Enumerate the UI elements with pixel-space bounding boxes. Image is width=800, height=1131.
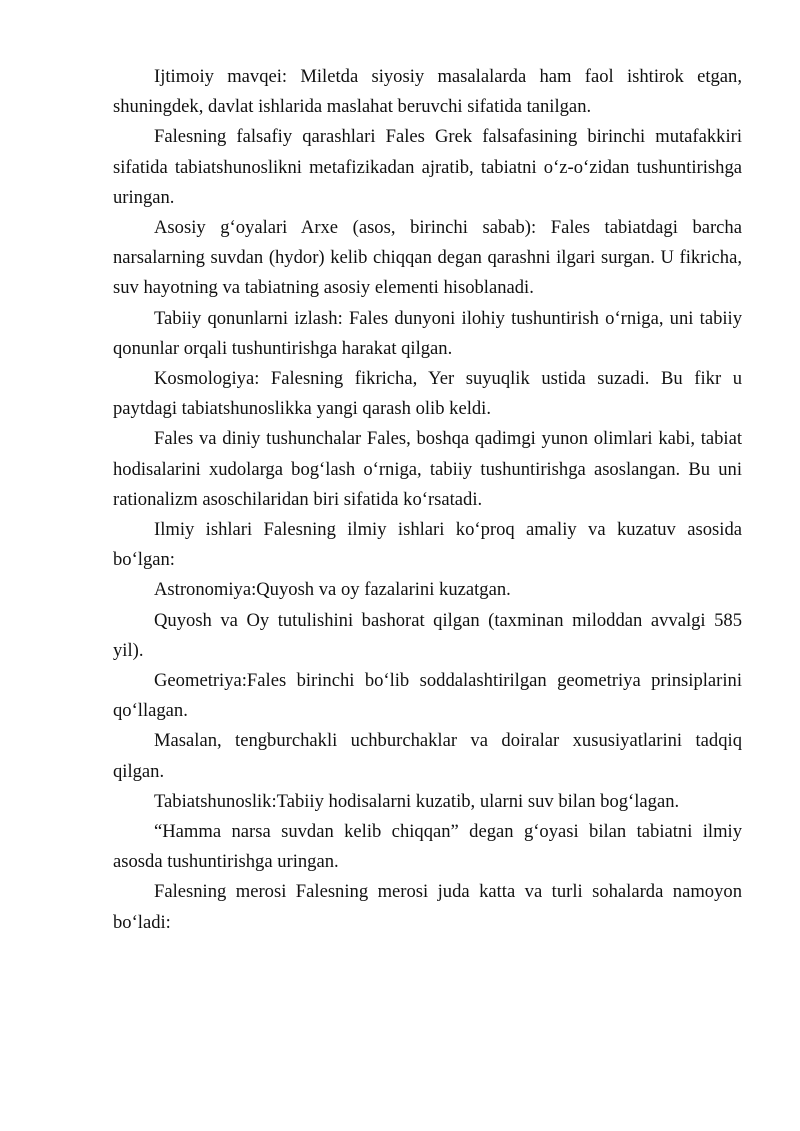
paragraph-eclipse: Quyosh va Oy tutulishini bashorat qilgan (taxminan miloddan avvalgi 585 yil).: [113, 609, 742, 661]
paragraph-scientific-works: Ilmiy ishlari Falesning ilmiy ishlari ko‘proq amaliy va kuzatuv asosida bo‘lgan:: [113, 519, 742, 571]
paragraph-cosmology: Kosmologiya: Falesning fikricha, Yer suyuqlik ustida suzadi. Bu fikr u paytdagi tabiatshunoslikka yangi qarash olib keldi.: [113, 368, 742, 420]
paragraph-geometry: Geometriya:Fales birinchi bo‘lib soddalashtirilgan geometriya prinsiplarini qo‘llagan.: [113, 670, 742, 722]
paragraph-legacy: Falesning merosi Falesning merosi juda katta va turli sohalarda namoyon bo‘ladi:: [113, 881, 742, 933]
paragraph-natural-laws: Tabiiy qonunlarni izlash: Fales dunyoni ilohiy tushuntirish o‘rniga, uni tabiiy qonunlar orqali tushuntirishga harakat qilgan.: [113, 307, 742, 359]
paragraph-geometry-example: Masalan, tengburchakli uchburchaklar va doiralar xususiyatlarini tadqiq qilgan.: [113, 730, 742, 782]
paragraph-religious-concepts: Fales va diniy tushunchalar Fales, boshqa qadimgi yunon olimlari kabi, tabiat hodisalarini xudolarga bog‘lash o‘rniga, tabiiy tushuntirishga asoslangan. Bu uni rationalizm asoschilaridan biri sifatida ko‘rsatadi.: [113, 428, 742, 510]
paragraph-philosophical-views: Falesning falsafiy qarashlari Fales Grek falsafasining birinchi mutafakkiri sifatida tabiatshunoslikni metafizikadan ajratib, tabiatni o‘z-o‘zidan tushuntirishga uringan.: [113, 126, 742, 208]
body-text: [113, 62, 742, 938]
paragraph-water-idea: “Hamma narsa suvdan kelib chiqqan” degan g‘oyasi bilan tabiatni ilmiy asosda tushuntirishga uringan.: [113, 821, 742, 873]
paragraph-social-position: Ijtimoiy mavqei: Miletda siyosiy masalalarda ham faol ishtirok etgan, shuningdek, davlat ishlarida maslahat beruvchi sifatida tanilgan.: [113, 66, 742, 118]
paragraph-main-ideas: Asosiy g‘oyalari Arxe (asos, birinchi sabab): Fales tabiatdagi barcha narsalarning suvdan (hydor) kelib chiqqan degan qarashni ilgari surgan. U fikricha, suv hayotning va tabiatning asosiy elementi hisoblanadi.: [113, 217, 742, 299]
paragraph-natural-science: Tabiatshunoslik:Tabiiy hodisalarni kuzatib, ularni suv bilan bog‘lagan.: [154, 790, 680, 812]
paragraph-astronomy: Astronomiya:Quyosh va oy fazalarini kuzatgan.: [154, 579, 511, 601]
